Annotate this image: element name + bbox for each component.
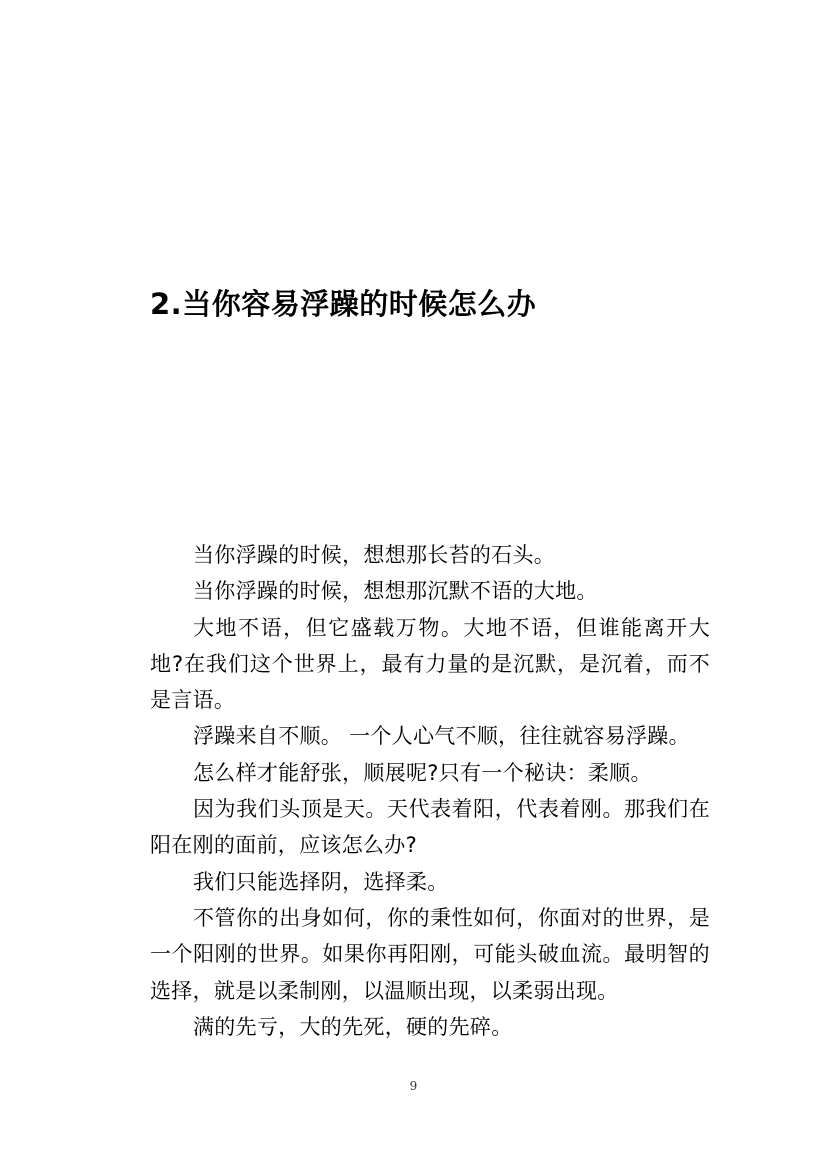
page-number: 9 <box>409 1079 418 1093</box>
paragraph: 当你浮躁的时候，想想那长苔的石头。 <box>193 543 556 567</box>
paragraph: 怎么样才能舒张，顺展呢?只有一个秘诀：柔顺。 <box>193 760 652 785</box>
paragraph: 当你浮躁的时候，想想那沉默不语的大地。 <box>193 579 598 604</box>
paragraph: 因为我们头顶是天。天代表着阳，代表着刚。那我们在阳在刚的面前，应该怎么办? <box>150 797 710 858</box>
body-text <box>150 537 710 1045</box>
paragraph: 浮躁来自不顺。 一个人心气不顺，往往就容易浮躁。 <box>193 724 690 749</box>
paragraph: 满的先亏，大的先死，硬的先碎。 <box>193 1014 513 1039</box>
paragraph: 我们只能选择阴，选择柔。 <box>193 869 449 894</box>
paragraph: 不管你的出身如何，你的秉性如何，你面对的世界，是一个阳刚的世界。如果你再阳刚，可能头破血流。最明智的选择，就是以柔制刚，以温顺出现，以柔弱出现。 <box>150 905 710 1003</box>
chapter-title: 2.当你容易浮躁的时候怎么办 <box>150 287 537 321</box>
paragraph: 大地不语，但它盛载万物。大地不语，但谁能离开大地?在我们这个世界上，最有力量的是沉默，是沉着，而不是言语。 <box>150 615 710 713</box>
